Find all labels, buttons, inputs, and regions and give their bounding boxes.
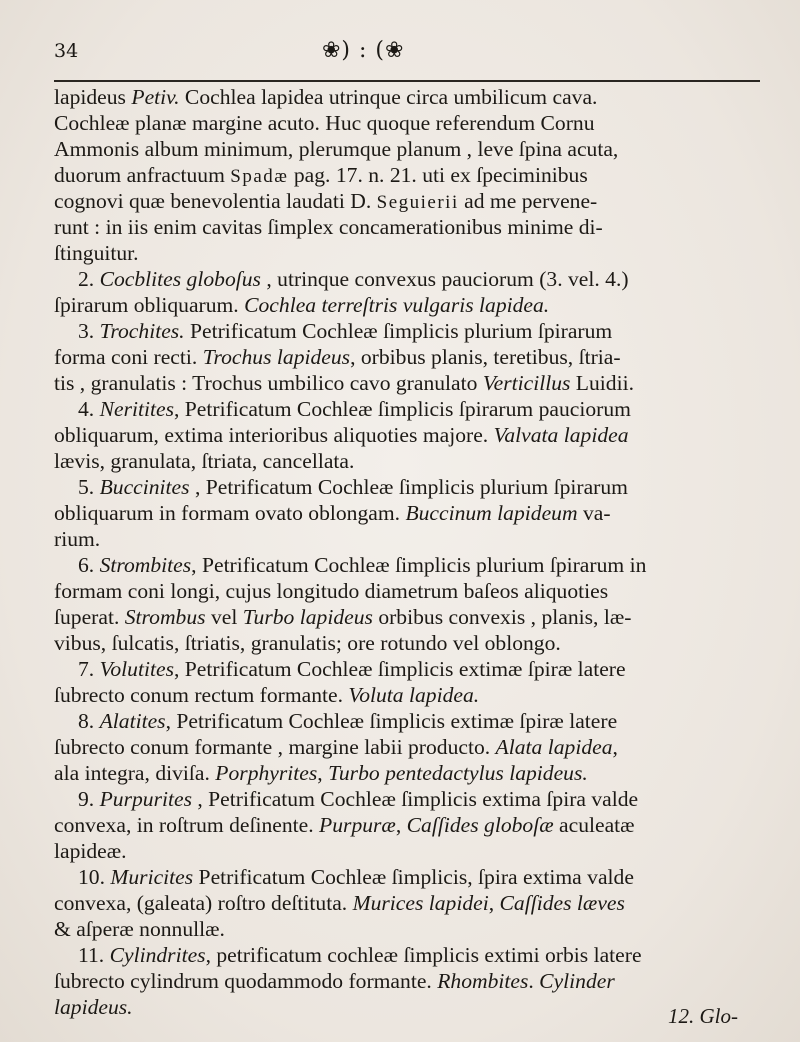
text-segment: ſubrecto conum rectum formante. bbox=[54, 683, 349, 707]
text-segment: ſtinguitur. bbox=[54, 241, 139, 265]
text-line bbox=[54, 370, 766, 396]
text-line bbox=[54, 604, 766, 630]
text-segment: , Petrificatum Cochleæ ſimplicis extima ſpira valde bbox=[191, 787, 639, 811]
running-header bbox=[54, 38, 760, 74]
text-line bbox=[54, 292, 766, 318]
text-segment: , bbox=[488, 891, 500, 915]
italic-segment: Purpurites bbox=[99, 787, 192, 811]
text-segment: Ammonis album minimum, plerumque planum , leve ſpina acuta, bbox=[54, 137, 619, 161]
italic-segment: Strombus bbox=[124, 605, 206, 629]
text-segment: 5. bbox=[78, 475, 100, 499]
italic-segment: Cylinder bbox=[539, 969, 615, 993]
text-segment: ſpirarum obliquarum. bbox=[54, 293, 245, 317]
text-segment: , bbox=[612, 735, 618, 759]
text-segment: ſuperat. bbox=[54, 605, 125, 629]
text-line bbox=[54, 136, 766, 162]
catchword: 12. Glo- bbox=[668, 1004, 738, 1028]
text-segment: , utrinque convexus pauciorum (3. vel. 4.) bbox=[260, 267, 629, 291]
text-segment: Cochlea lapidea utrinque circa umbilicum cava. bbox=[179, 85, 598, 109]
text-segment: tis , granulatis : Trochus umbilico cavo granulato bbox=[54, 371, 483, 395]
text-segment: convexa, (galeata) roſtro deſtituta. bbox=[54, 891, 353, 915]
italic-segment: Cocblites globoſus bbox=[99, 267, 261, 291]
text-segment: 11. bbox=[78, 943, 110, 967]
italic-segment: Buccinites bbox=[99, 475, 190, 499]
text-segment: , bbox=[317, 761, 329, 785]
text-segment: vel bbox=[205, 605, 243, 629]
author-name: Seguierii bbox=[376, 192, 459, 213]
text-line bbox=[54, 188, 766, 214]
text-line bbox=[54, 708, 766, 734]
text-segment: Cochleæ planæ margine acuto. Huc quoque referendum Cornu bbox=[54, 111, 595, 135]
text-segment: Petrificatum Cochleæ ſimplicis plurium ſpirarum bbox=[184, 319, 613, 343]
text-segment: convexa, in roſtrum deſinente. bbox=[54, 813, 320, 837]
italic-segment: Strombites bbox=[99, 553, 192, 577]
text-segment: ala integra, diviſa. bbox=[54, 761, 216, 785]
text-segment: 6. bbox=[78, 553, 100, 577]
text-segment: va- bbox=[577, 501, 611, 525]
text-line bbox=[54, 448, 766, 474]
text-segment: , Petrificatum Cochleæ ſimplicis ſpirarum pauciorum bbox=[173, 397, 631, 421]
text-line bbox=[54, 162, 766, 188]
text-segment: duorum anfractuum bbox=[54, 163, 231, 187]
text-line bbox=[54, 864, 766, 890]
header-ornament: ❀) : (❀ bbox=[322, 38, 405, 63]
italic-segment: Volutites bbox=[99, 657, 174, 681]
text-line bbox=[54, 786, 766, 812]
text-line bbox=[54, 994, 766, 1020]
text-segment: 7. bbox=[78, 657, 100, 681]
text-line bbox=[54, 942, 766, 968]
italic-segment: Valvata lapidea bbox=[493, 423, 629, 447]
text-segment: 3. bbox=[78, 319, 100, 343]
italic-segment: Petiv. bbox=[131, 85, 180, 109]
text-line bbox=[54, 838, 766, 864]
text-segment: ad me pervene- bbox=[458, 189, 598, 213]
text-segment: , Petrificatum Cochleæ ſimplicis plurium ſpirarum bbox=[189, 475, 628, 499]
italic-segment: Trochites. bbox=[99, 319, 185, 343]
text-line bbox=[54, 812, 766, 838]
text-segment: forma coni recti. bbox=[54, 345, 203, 369]
text-segment: ſubrecto cylindrum quodammodo formante. bbox=[54, 969, 438, 993]
text-line bbox=[54, 916, 766, 942]
text-line bbox=[54, 578, 766, 604]
italic-segment: Trochus lapideus bbox=[202, 345, 351, 369]
italic-segment: Purpuræ bbox=[319, 813, 396, 837]
italic-segment: Cylindrites bbox=[109, 943, 206, 967]
text-line bbox=[54, 110, 766, 136]
text-segment: 4. bbox=[78, 397, 100, 421]
text-segment: 10. bbox=[78, 865, 111, 889]
text-line bbox=[54, 474, 766, 500]
italic-segment: Neritites bbox=[99, 397, 174, 421]
italic-segment: Muricites bbox=[110, 865, 194, 889]
body-text bbox=[54, 84, 766, 1020]
italic-segment: Porphyrites bbox=[215, 761, 318, 785]
italic-segment: Caſſides globoſæ bbox=[406, 813, 554, 837]
text-segment: 9. bbox=[78, 787, 100, 811]
italic-segment: Turbo pentedactylus lapideus. bbox=[328, 761, 588, 785]
text-line bbox=[54, 344, 766, 370]
text-line bbox=[54, 266, 766, 292]
text-line bbox=[54, 318, 766, 344]
italic-segment: Alatites bbox=[99, 709, 166, 733]
text-line bbox=[54, 760, 766, 786]
text-segment: lapideæ. bbox=[54, 839, 127, 863]
italic-segment: Alata lapidea bbox=[495, 735, 613, 759]
text-segment: vibus, ſulcatis, ſtriatis, granulatis; ore rotundo vel oblongo. bbox=[54, 631, 561, 655]
page-number: 34 bbox=[54, 40, 79, 62]
text-segment: obliquarum, extima interioribus aliquoties majore. bbox=[54, 423, 494, 447]
italic-segment: Cochlea terreſtris vulgaris lapidea. bbox=[244, 293, 550, 317]
text-segment: Petrificatum Cochleæ ſimplicis, ſpira extima valde bbox=[193, 865, 634, 889]
text-segment: , Petrificatum Cochleæ ſimplicis extimæ ſpiræ latere bbox=[173, 657, 626, 681]
text-segment: aculeatæ bbox=[553, 813, 635, 837]
text-line bbox=[54, 630, 766, 656]
text-segment: obliquarum in formam ovato oblongam. bbox=[54, 501, 406, 525]
text-line bbox=[54, 656, 766, 682]
text-segment: lævis, granulata, ſtriata, cancellata. bbox=[54, 449, 355, 473]
text-line bbox=[54, 734, 766, 760]
text-line bbox=[54, 84, 766, 110]
text-line bbox=[54, 682, 766, 708]
text-segment: , Petrificatum Cochleæ ſimplicis plurium ſpirarum in bbox=[191, 553, 647, 577]
text-segment: Luidii. bbox=[570, 371, 634, 395]
text-segment: rium. bbox=[54, 527, 101, 551]
italic-segment: Verticillus bbox=[482, 371, 571, 395]
text-segment: & aſperæ nonnullæ. bbox=[54, 917, 225, 941]
italic-segment: Murices lapidei bbox=[352, 891, 489, 915]
text-segment: ſubrecto conum formante , margine labii producto. bbox=[54, 735, 496, 759]
text-line bbox=[54, 396, 766, 422]
text-segment: , bbox=[395, 813, 407, 837]
text-segment: , Petrificatum Cochleæ ſimplicis extimæ ſpiræ latere bbox=[165, 709, 618, 733]
text-segment: orbibus convexis , planis, læ- bbox=[372, 605, 632, 629]
text-segment: . bbox=[528, 969, 540, 993]
text-line bbox=[54, 500, 766, 526]
text-segment: formam coni longi, cujus longitudo diametrum baſeos aliquoties bbox=[54, 579, 609, 603]
italic-segment: lapideus. bbox=[54, 995, 133, 1019]
italic-segment: Rhombites bbox=[437, 969, 529, 993]
text-segment: pag. 17. n. 21. uti ex ſpeciminibus bbox=[288, 163, 588, 187]
text-line bbox=[54, 526, 766, 552]
italic-segment: Buccinum lapideum bbox=[405, 501, 578, 525]
italic-segment: Voluta lapidea. bbox=[348, 683, 480, 707]
text-segment: 8. bbox=[78, 709, 100, 733]
text-segment: 2. bbox=[78, 267, 100, 291]
text-line bbox=[54, 890, 766, 916]
text-line bbox=[54, 422, 766, 448]
text-segment: , orbibus planis, teretibus, ſtria- bbox=[350, 345, 621, 369]
text-segment: , petrificatum cochleæ ſimplicis extimi orbis latere bbox=[205, 943, 642, 967]
italic-segment: Turbo lapideus bbox=[242, 605, 373, 629]
header-rule bbox=[54, 80, 760, 82]
text-segment: runt : in iis enim cavitas ſimplex concamerationibus minime di- bbox=[54, 215, 603, 239]
text-line bbox=[54, 214, 766, 240]
text-line bbox=[54, 968, 766, 994]
text-segment: lapideus bbox=[54, 85, 132, 109]
italic-segment: Caſſides læves bbox=[499, 891, 625, 915]
author-name: Spadæ bbox=[230, 166, 289, 187]
text-line bbox=[54, 552, 766, 578]
text-line bbox=[54, 240, 766, 266]
text-segment: cognovi quæ benevolentia laudati D. bbox=[54, 189, 377, 213]
